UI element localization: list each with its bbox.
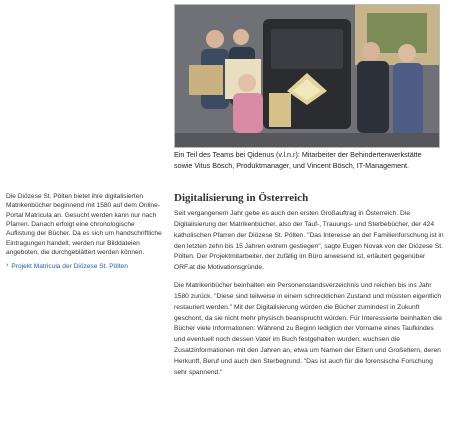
sidebar-link-row[interactable] <box>6 262 164 271</box>
link-arrow-icon: › <box>6 261 9 269</box>
sidebar-text: Die Diözese St. Pölten bietet ihre digitalisierten Matrikenbücher beginnend mit 1580 auf dem Online-Portal Matricula an. Gesucht werden kann nur nach Pfarren. Danach erfolgt eine chronologische Auflistung der Bücher. Da es sich um handschriftliche Eintragungen handelt, werden nur Bilddateien angeboten, die durchgeblättert werden können. <box>6 193 162 257</box>
photo-caption: Ein Teil des Teams bei Qidenus (v.l.n.r): Mitarbeiter der Behindertenwerkstätte sowie Vitus Bösch, Produktmanager, und Vincent Bösch, IT-Management. <box>174 150 422 170</box>
sidebar-info <box>6 192 164 271</box>
article-paragraph-1: Seit vergangenem Jahr gebe es auch den ersten Großauftrag in Österreich. Die Digitalisierung der Matrikenbücher, also der Tauf-, Trauungs- und Sterbebücher, der 424 katholischen Pfarren der Diözese St. Pölten. "Das Interesse an der Familienforschung ist in den letzten zehn bis 15 Jahren extrem gestiegen", sagte Eugen Novak von der Diözese St. Pölten. Der Projektmitarbeiter, der zufällig im Büro anwesend ist, erläutert gegenüber ORF.at die Motivationsgründe. <box>174 210 444 272</box>
article-paragraph-2: Die Matrikenbücher beinhalten ein Personenstandsverzeichnis und reichen bis ins Jahr 1580 zurück. "Diese sind teilweise in einem schrecklichen Zustand und müssten eigentlich restauriert werden." Mit der Digitalisierung würden die Bücher zumindest in Zukunft geschont, da sie nicht mehr physisch beansprucht würden. Für Interessierte beinhalten die Bücher viele Informationen: Während zu Beginn lediglich der Vorname eines Taufkindes und eventuell noch dessen Vater im Buch festgehalten wurden, wuchsen die Zusatzinformationen mit den Jahren an, etwa um Namen der Eltern und Großeltern, deren Herkunft, Beruf und auch den Sterbegrund. "Das ist auch für die forensische Forschung sehr spannend." <box>174 282 443 376</box>
article-heading: Digitalisierung in Österreich <box>174 192 309 204</box>
team-photo <box>174 4 440 148</box>
team-photo-illustration <box>175 5 439 147</box>
matricula-project-link[interactable]: Projekt Matricula der Diözese St. Pölten <box>11 262 128 270</box>
article <box>174 192 444 386</box>
